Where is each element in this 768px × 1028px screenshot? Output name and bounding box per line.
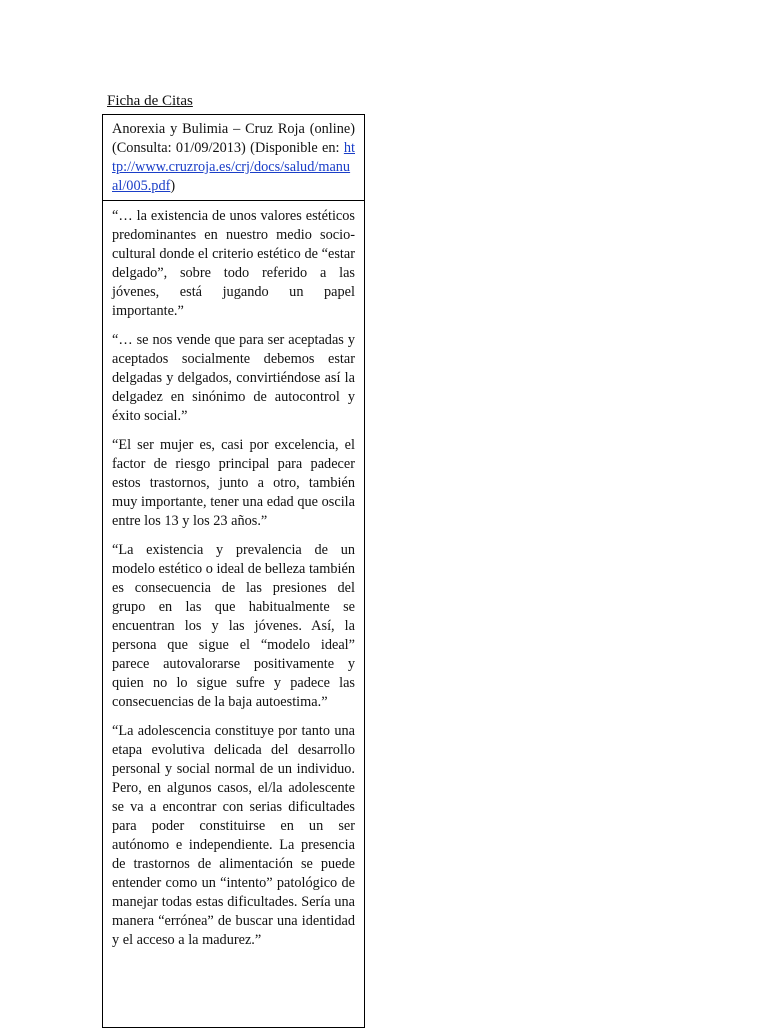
quote-5: “La adolescencia constituye por tanto una etapa evolutiva delicada del desarrollo personal y social normal de un individuo. Pero, en algunos casos, el/la adolescente se va a encontrar con serias dificultades para poder constituirse en un ser autónomo e independiente. La presencia de trastornos de alimentación se puede entender como un “intento” patológico de manejar todas estas dificultades. Sería una manera “errónea” de buscar una identidad y el acceso a la madurez.”: [112, 723, 355, 948]
quote-4: “La existencia y prevalencia de un modelo estético o ideal de belleza también es consecuencia de las presiones del grupo en las que habitualmente se encuentran los y las jóvenes. Así, la persona que sigue el “modelo ideal” parece autovalorarse positivamente y quien no lo sigue sufre y padece las consecuencias de la baja autoestima.”: [112, 542, 355, 710]
citation-table: [102, 114, 365, 1028]
quote-2: “… se nos vende que para ser aceptadas y aceptados socialmente debemos estar delgadas y delgados, convirtiéndose así la delgadez en sinónimo de autocontrol y éxito social.”: [112, 332, 355, 424]
source-text: Anorexia y Bulimia – Cruz Roja (online) (Consulta: 01/09/2013) (Disponible en:: [112, 121, 355, 156]
page-title: Ficha de Citas: [107, 93, 193, 109]
source-text-end: ): [170, 178, 176, 194]
source-link[interactable]: http://www.cruzroja.es/crj/docs/salud/manual/005.pdf: [112, 140, 355, 194]
quote-3: “El ser mujer es, casi por excelencia, el factor de riesgo principal para padecer estos trastornos, junto a otro, también muy importante, tener una edad que oscila entre los 13 y los 23 años.”: [112, 437, 355, 529]
quotes-cell: [103, 201, 364, 1027]
quote-1: “… la existencia de unos valores estéticos predominantes en nuestro medio socio-cultural donde el criterio estético de “estar delgado”, sobre todo referido a las jóvenes, está jugando un papel importante.”: [112, 208, 355, 319]
source-cell: [103, 115, 364, 201]
